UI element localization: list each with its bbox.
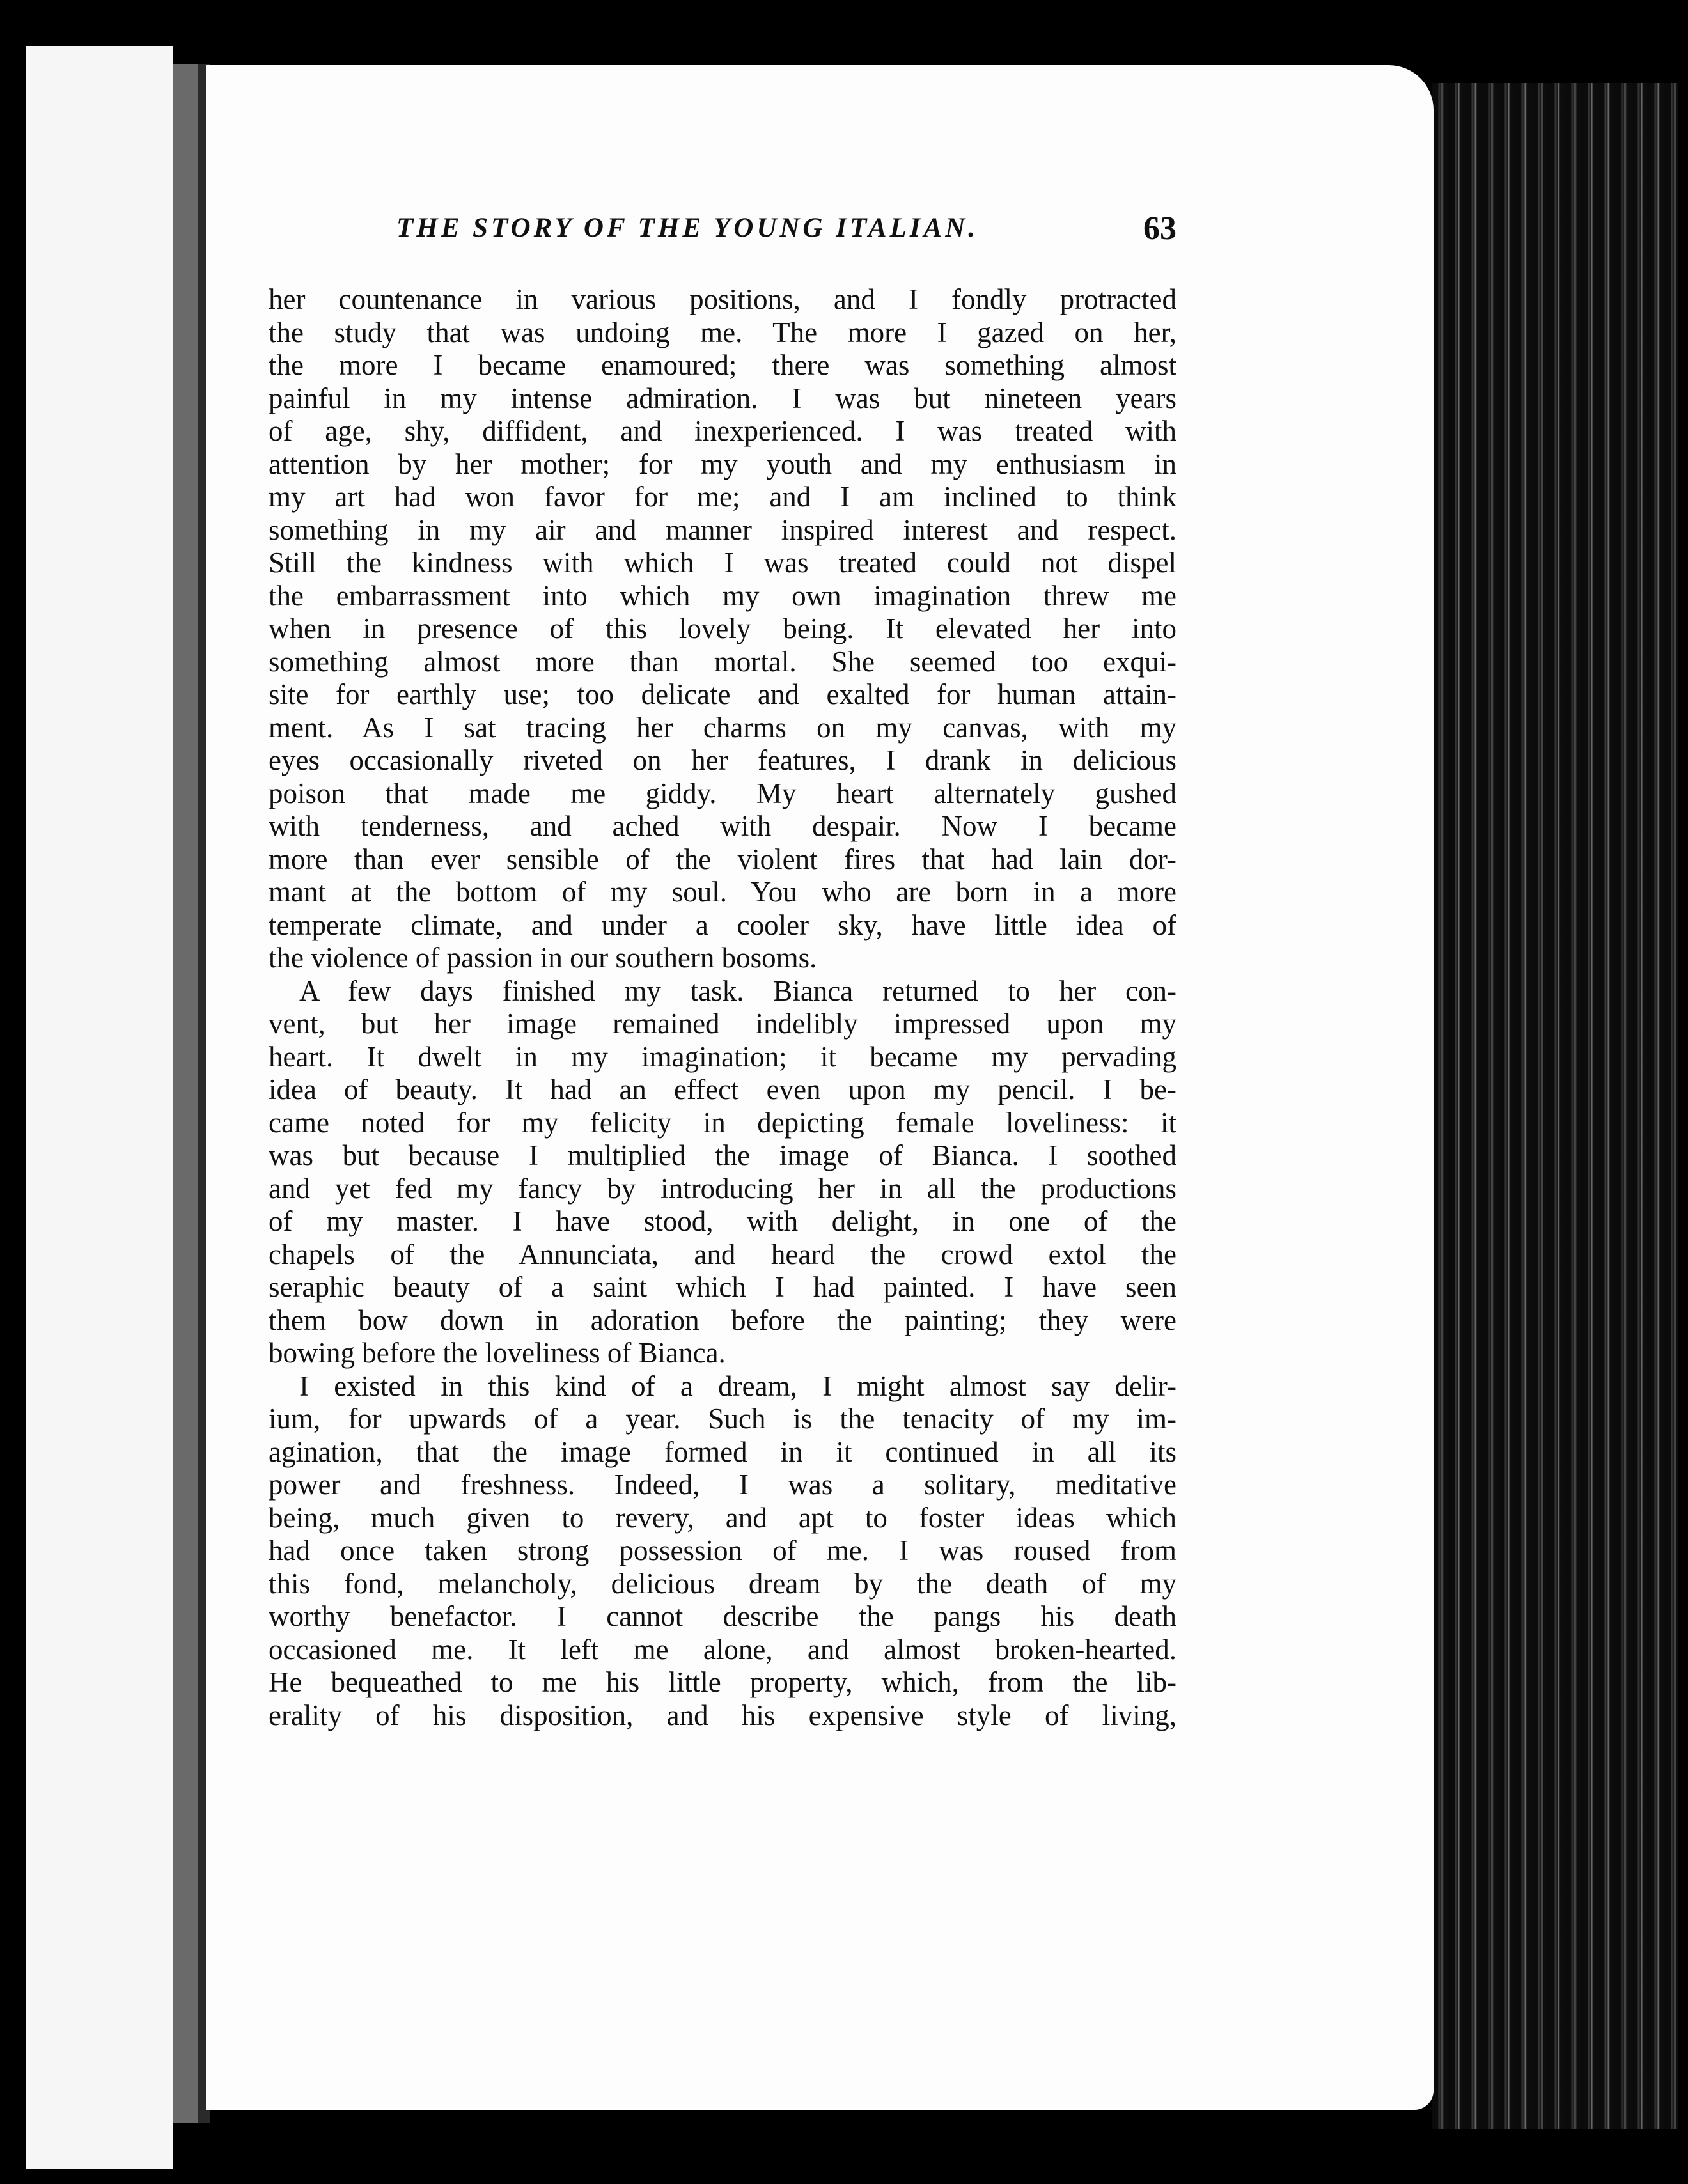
text-line: occasioned me. It left me alone, and almost broken-hearted.	[269, 1633, 1176, 1665]
text-line: ment. As I sat tracing her charms on my canvas, with my	[269, 711, 1176, 744]
text-line: more than ever sensible of the violent fires that had lain dor-	[269, 843, 1176, 875]
text-line: this fond, melancholy, delicious dream by the death of my	[269, 1567, 1176, 1600]
text-line: worthy benefactor. I cannot describe the pangs his death	[269, 1600, 1176, 1632]
text-line: something in my air and manner inspired interest and respect.	[269, 513, 1176, 546]
text-line: site for earthly use; too delicate and exalted for human attain-	[269, 678, 1176, 710]
text-line: poison that made me giddy. My heart alternately gushed	[269, 777, 1176, 809]
text-line: eyes occasionally riveted on her features, I drank in delicious	[269, 744, 1176, 776]
paragraph-start-line: A few days finished my task. Bianca returned to her con-	[299, 974, 1176, 1007]
text-line: attention by her mother; for my youth and my enthusiasm in	[269, 448, 1176, 480]
text-line: mant at the bottom of my soul. You who are born in a more	[269, 876, 1176, 908]
text-line: and yet fed my fancy by introducing her in all the productions	[269, 1172, 1176, 1205]
text-line: of age, shy, diffident, and inexperienced. I was treated with	[269, 415, 1176, 447]
body-text	[269, 283, 1176, 1732]
text-line: seraphic beauty of a saint which I had painted. I have seen	[269, 1271, 1176, 1303]
text-line: my art had won favor for me; and I am inclined to think	[269, 481, 1176, 513]
page-number: 63	[1143, 210, 1176, 247]
text-line: idea of beauty. It had an effect even upon my pencil. I be-	[269, 1073, 1176, 1105]
running-head	[396, 212, 1176, 263]
text-line: them bow down in adoration before the painting; they were	[269, 1304, 1176, 1336]
text-line: Still the kindness with which I was treated could not dispel	[269, 547, 1176, 579]
paragraph-start-line: I existed in this kind of a dream, I might almost say delir-	[299, 1369, 1176, 1402]
text-line: her countenance in various positions, and I fondly protracted	[269, 283, 1176, 315]
text-line: came noted for my felicity in depicting female loveliness: it	[269, 1106, 1176, 1139]
paragraph-end-line: bowing before the loveliness of Bianca.	[269, 1337, 726, 1369]
text-line: the study that was undoing me. The more I gazed on her,	[269, 316, 1176, 348]
text-line: power and freshness. Indeed, I was a solitary, meditative	[269, 1469, 1176, 1501]
text-line: agination, that the image formed in it continued in all its	[269, 1435, 1176, 1468]
text-line: was but because I multiplied the image of Bianca. I soothed	[269, 1139, 1176, 1171]
text-line: erality of his disposition, and his expensive style of living,	[269, 1699, 1176, 1731]
text-line: something almost more than mortal. She seemed too exqui-	[269, 645, 1176, 678]
text-line: heart. It dwelt in my imagination; it became my pervading	[269, 1040, 1176, 1073]
text-line: chapels of the Annunciata, and heard the crowd extol the	[269, 1238, 1176, 1270]
text-line: painful in my intense admiration. I was but nineteen years	[269, 382, 1176, 414]
text-line: had once taken strong possession of me. I was roused from	[269, 1534, 1176, 1566]
text-line: the more I became enamoured; there was something almost	[269, 349, 1176, 381]
text-line: He bequeathed to me his little property, which, from the lib-	[269, 1666, 1176, 1698]
text-line: ium, for upwards of a year. Such is the tenacity of my im-	[269, 1403, 1176, 1435]
book-spine-shadow	[173, 64, 198, 2123]
paragraph-end-line: the violence of passion in our southern bosoms.	[269, 942, 817, 974]
text-line: the embarrassment into which my own imagination threw me	[269, 579, 1176, 612]
text-line: vent, but her image remained indelibly impressed upon my	[269, 1008, 1176, 1040]
text-line: being, much given to revery, and apt to foster ideas which	[269, 1501, 1176, 1534]
running-title: THE STORY OF THE YOUNG ITALIAN.	[396, 213, 979, 243]
text-line: temperate climate, and under a cooler sky, have little idea of	[269, 909, 1176, 941]
previous-page-edge	[26, 46, 173, 2169]
page-edge-stack	[1432, 83, 1678, 2129]
text-line: of my master. I have stood, with delight, in one of the	[269, 1205, 1176, 1237]
text-line: with tenderness, and ached with despair. Now I became	[269, 810, 1176, 842]
text-line: when in presence of this lovely being. It elevated her into	[269, 612, 1176, 644]
